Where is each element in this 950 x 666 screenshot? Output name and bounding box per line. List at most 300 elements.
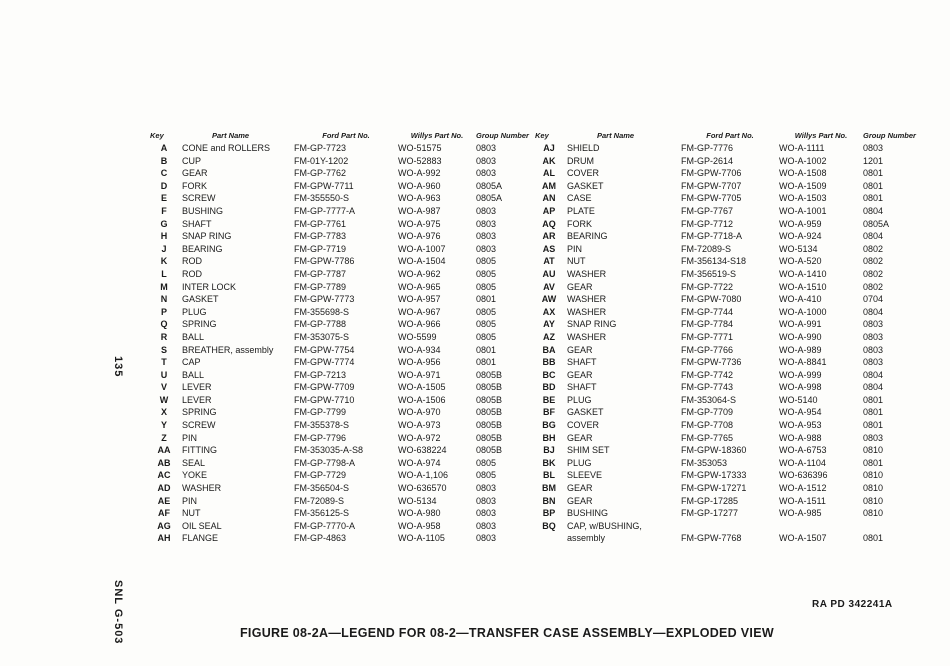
ford-part-no: FM-356134-S18 (681, 255, 779, 268)
part-key: N (160, 294, 168, 305)
part-name: INTER LOCK (182, 281, 294, 294)
willys-part-no: WO-A-990 (779, 331, 863, 344)
ford-part-no: FM-GPW-7754 (294, 344, 398, 357)
group-number: 0805B (476, 407, 503, 418)
group-number: 0803 (863, 432, 884, 443)
legend-rows-left (150, 142, 529, 545)
table-row (535, 406, 916, 419)
part-key: AM (542, 180, 556, 191)
part-key: S (160, 344, 167, 355)
group-number: 0803 (476, 205, 497, 216)
ford-part-no: FM-GP-7722 (681, 281, 779, 294)
group-number: 0805B (476, 369, 503, 380)
willys-part-no: WO-A-1512 (779, 482, 863, 495)
willys-part-no: WO-51575 (398, 142, 476, 155)
willys-part-no: WO-5599 (398, 331, 476, 344)
table-row (535, 394, 916, 407)
part-name: SCREW (182, 192, 294, 205)
part-key: AT (543, 256, 555, 267)
header-group: Group Number (863, 131, 916, 140)
willys-part-no: WO-A-1001 (779, 205, 863, 218)
ford-part-no: FM-GP-7787 (294, 268, 398, 281)
table-row (150, 331, 529, 344)
table-row (150, 381, 529, 394)
ford-part-no: FM-GP-7765 (681, 432, 779, 445)
willys-part-no: WO-A-1509 (779, 180, 863, 193)
part-key: AJ (543, 143, 555, 153)
ford-part-no: FM-GP-7776 (681, 142, 779, 155)
table-row (150, 306, 529, 319)
part-name: BALL (182, 369, 294, 382)
willys-part-no: WO-636570 (398, 482, 476, 495)
part-key: AZ (543, 331, 555, 342)
ford-part-no: FM-GP-7770-A (294, 520, 398, 533)
willys-part-no: WO-A-953 (779, 419, 863, 432)
header-willys: Willys Part No. (794, 131, 848, 140)
table-row (150, 318, 529, 331)
ford-part-no: FM-356125-S (294, 507, 398, 520)
group-number: 0805B (476, 445, 503, 456)
table-row (535, 268, 916, 281)
part-key: BK (542, 457, 556, 468)
willys-part-no: WO-5134 (398, 495, 476, 508)
table-row (535, 507, 916, 520)
willys-part-no: WO-A-956 (398, 356, 476, 369)
willys-part-no: WO-52883 (398, 155, 476, 168)
part-key: BF (543, 407, 555, 418)
group-number: 0801 (863, 407, 884, 418)
group-number: 0805 (476, 256, 497, 267)
group-number: 0801 (476, 344, 497, 355)
part-key (535, 532, 567, 545)
table-row (150, 469, 529, 482)
group-number (863, 520, 916, 533)
table-row (150, 532, 529, 545)
table-row (150, 243, 529, 256)
part-name: GASKET (182, 293, 294, 306)
willys-part-no: WO-A-989 (779, 344, 863, 357)
legend-table-right (535, 132, 916, 545)
ford-part-no: FM-GPW-17271 (681, 482, 779, 495)
part-name: GEAR (567, 281, 681, 294)
part-name: WASHER (182, 482, 294, 495)
willys-part-no: WO-A-1104 (779, 457, 863, 470)
part-name: GEAR (567, 495, 681, 508)
table-row (535, 205, 916, 218)
part-name: BALL (182, 331, 294, 344)
ford-part-no: FM-GPW-7773 (294, 293, 398, 306)
willys-part-no: WO-A-1105 (398, 532, 476, 545)
part-name: GASKET (567, 406, 681, 419)
table-row (535, 495, 916, 508)
group-number: 0803 (476, 483, 497, 494)
ford-part-no: FM-355698-S (294, 306, 398, 319)
table-row (150, 268, 529, 281)
willys-part-no: WO-5134 (779, 243, 863, 256)
part-name: GEAR (567, 432, 681, 445)
willys-part-no: WO-A-966 (398, 318, 476, 331)
header-row (535, 132, 916, 142)
part-name: CASE (567, 192, 681, 205)
ford-part-no: FM-GP-7766 (681, 344, 779, 357)
part-key: E (160, 193, 167, 204)
part-key: AS (542, 243, 556, 254)
group-number: 0810 (863, 445, 884, 456)
group-number: 0810 (863, 508, 884, 519)
group-number: 0803 (476, 231, 497, 242)
part-key: BH (542, 432, 556, 443)
ford-part-no: FM-GP-7708 (681, 419, 779, 432)
part-key: AP (542, 205, 556, 216)
group-number: 0803 (476, 243, 497, 254)
table-row (150, 167, 529, 180)
ford-part-no: FM-GPW-7786 (294, 255, 398, 268)
willys-part-no: WO-A-973 (398, 419, 476, 432)
ford-part-no: FM-GPW-7736 (681, 356, 779, 369)
part-key: J (161, 243, 167, 254)
part-key: BQ (542, 520, 556, 531)
part-key: BA (542, 344, 556, 355)
table-row (535, 520, 916, 533)
group-number: 0801 (863, 420, 884, 431)
willys-part-no: WO-A-971 (398, 369, 476, 382)
part-name: WASHER (567, 331, 681, 344)
part-key: BN (542, 495, 556, 506)
group-number: 0803 (863, 319, 884, 330)
part-name: FORK (182, 180, 294, 193)
willys-part-no: WO-A-962 (398, 268, 476, 281)
group-number: 0801 (863, 394, 884, 405)
group-number: 0803 (476, 495, 497, 506)
part-name: YOKE (182, 469, 294, 482)
group-number: 0804 (863, 382, 884, 393)
ford-part-no: FM-GP-7743 (681, 381, 779, 394)
part-name: SNAP RING (182, 230, 294, 243)
part-key: D (160, 180, 168, 191)
ford-part-no: FM-GP-7761 (294, 218, 398, 231)
part-key: Q (160, 319, 168, 330)
ford-part-no: FM-355378-S (294, 419, 398, 432)
willys-part-no: WO-A-970 (398, 406, 476, 419)
part-key: AG (157, 520, 171, 531)
part-name: COVER (567, 167, 681, 180)
part-key: T (161, 357, 167, 368)
willys-part-no: WO-A-974 (398, 457, 476, 470)
willys-part-no: WO-636396 (779, 469, 863, 482)
ford-part-no: FM-GP-7742 (681, 369, 779, 382)
group-number: 0805B (476, 382, 503, 393)
part-name: CAP (182, 356, 294, 369)
part-key: L (161, 268, 167, 279)
part-name: SHIELD (567, 142, 681, 155)
part-name: GASKET (567, 180, 681, 193)
part-key: Z (161, 432, 167, 443)
part-name: SPRING (182, 318, 294, 331)
table-row (535, 482, 916, 495)
page-number: 135 (112, 356, 124, 378)
part-key: AE (157, 495, 171, 506)
part-name: BUSHING (182, 205, 294, 218)
part-name: CONE and ROLLERS (182, 142, 294, 155)
willys-part-no: WO-A-976 (398, 230, 476, 243)
group-number: 0803 (863, 344, 884, 355)
group-number: 0805A (863, 218, 890, 229)
ford-part-no: FM-GPW-7705 (681, 192, 779, 205)
part-key: AB (157, 457, 171, 468)
ford-part-no: FM-353035-A-S8 (294, 444, 398, 457)
part-key: C (160, 168, 168, 179)
part-key: A (160, 143, 168, 153)
table-row (535, 218, 916, 231)
part-key: W (159, 394, 169, 405)
table-row (535, 381, 916, 394)
part-key: AQ (542, 218, 556, 229)
part-name: PLATE (567, 205, 681, 218)
part-name: NUT (567, 255, 681, 268)
header-group: Group Number (476, 131, 529, 140)
group-number: 0805B (476, 394, 503, 405)
ford-part-no: FM-GP-7798-A (294, 457, 398, 470)
part-key: BL (543, 470, 555, 481)
part-name: FORK (567, 218, 681, 231)
table-row (535, 532, 916, 545)
ford-part-no: FM-GPW-7706 (681, 167, 779, 180)
part-key: AL (543, 168, 555, 179)
part-name: SLEEVE (567, 469, 681, 482)
ford-part-no: FM-GP-17285 (681, 495, 779, 508)
willys-part-no: WO-638224 (398, 444, 476, 457)
part-name: NUT (182, 507, 294, 520)
willys-part-no: WO-A-8841 (779, 356, 863, 369)
ford-part-no: FM-GP-7762 (294, 167, 398, 180)
willys-part-no: WO-A-1511 (779, 495, 863, 508)
part-key: AR (542, 231, 556, 242)
part-name: PLUG (567, 394, 681, 407)
ford-part-no: FM-GP-7744 (681, 306, 779, 319)
part-name: FLANGE (182, 532, 294, 545)
ford-part-no: FM-01Y-1202 (294, 155, 398, 168)
willys-part-no: WO-A-958 (398, 520, 476, 533)
part-name: GEAR (567, 369, 681, 382)
table-row (150, 230, 529, 243)
willys-part-no: WO-5140 (779, 394, 863, 407)
header-part-name: Part Name (597, 131, 635, 140)
group-number: 0803 (863, 143, 884, 153)
part-key: AK (542, 155, 556, 166)
ford-part-no: FM-GP-7783 (294, 230, 398, 243)
part-key: AU (542, 268, 556, 279)
part-key: R (160, 331, 168, 342)
group-number: 0805 (476, 470, 497, 481)
table-row (535, 230, 916, 243)
table-row (150, 419, 529, 432)
group-number: 0805B (476, 432, 503, 443)
group-number: 0801 (863, 533, 884, 544)
ford-part-no: FM-GP-7799 (294, 406, 398, 419)
ford-part-no: FM-356504-S (294, 482, 398, 495)
group-number: 0801 (476, 357, 497, 368)
ford-part-no: FM-353064-S (681, 394, 779, 407)
part-name: SEAL (182, 457, 294, 470)
part-name: PLUG (567, 457, 681, 470)
table-row (535, 318, 916, 331)
reference-code: RA PD 342241A (812, 599, 893, 610)
willys-part-no: WO-A-991 (779, 318, 863, 331)
ford-part-no: FM-GPW-18360 (681, 444, 779, 457)
willys-part-no (779, 520, 863, 533)
part-name: GEAR (567, 344, 681, 357)
ford-part-no: FM-GP-7718-A (681, 230, 779, 243)
part-key: AY (543, 319, 555, 330)
willys-part-no: WO-A-1510 (779, 281, 863, 294)
willys-part-no: WO-A-959 (779, 218, 863, 231)
part-key: AH (157, 533, 171, 544)
ford-part-no: FM-353075-S (294, 331, 398, 344)
group-number: 0805A (476, 180, 503, 191)
willys-part-no: WO-A-1410 (779, 268, 863, 281)
part-key: AW (541, 294, 557, 305)
ford-part-no: FM-GP-7723 (294, 142, 398, 155)
willys-part-no: WO-A-934 (398, 344, 476, 357)
part-name: SHAFT (567, 356, 681, 369)
willys-part-no: WO-A-6753 (779, 444, 863, 457)
ford-part-no: FM-GPW-7711 (294, 180, 398, 193)
header-ford: Ford Part No. (322, 131, 370, 140)
table-row (535, 356, 916, 369)
table-row (535, 444, 916, 457)
willys-part-no: WO-A-957 (398, 293, 476, 306)
table-row (150, 432, 529, 445)
ford-part-no: FM-GPW-7080 (681, 293, 779, 306)
ford-part-no: FM-GP-7789 (294, 281, 398, 294)
willys-part-no: WO-A-975 (398, 218, 476, 231)
part-name: PLUG (182, 306, 294, 319)
part-key: P (160, 306, 167, 317)
part-key: B (160, 155, 168, 166)
group-number: 0805 (476, 457, 497, 468)
ford-part-no: FM-72089-S (294, 495, 398, 508)
willys-part-no: WO-A-1007 (398, 243, 476, 256)
table-row (535, 180, 916, 193)
part-name: SCREW (182, 419, 294, 432)
group-number: 0804 (863, 231, 884, 242)
group-number: 0801 (863, 168, 884, 179)
table-row (535, 469, 916, 482)
group-number: 0805 (476, 281, 497, 292)
ford-part-no: FM-GPW-7707 (681, 180, 779, 193)
ford-part-no: FM-GP-7771 (681, 331, 779, 344)
part-key: X (160, 407, 167, 418)
part-key: AA (157, 445, 171, 456)
ford-part-no: FM-GP-4863 (294, 532, 398, 545)
part-name: LEVER (182, 394, 294, 407)
part-name: COVER (567, 419, 681, 432)
table-row (150, 255, 529, 268)
group-number: 0810 (863, 495, 884, 506)
ford-part-no: FM-355550-S (294, 192, 398, 205)
part-key: AV (543, 281, 555, 292)
part-key: U (160, 369, 168, 380)
willys-part-no: WO-A-980 (398, 507, 476, 520)
group-number: 1201 (863, 155, 884, 166)
willys-part-no: WO-A-998 (779, 381, 863, 394)
table-row (535, 167, 916, 180)
willys-part-no: WO-A-1503 (779, 192, 863, 205)
group-number: 0804 (863, 369, 884, 380)
part-name: SPRING (182, 406, 294, 419)
willys-part-no: WO-A-410 (779, 293, 863, 306)
table-row (150, 344, 529, 357)
willys-part-no: WO-A-1505 (398, 381, 476, 394)
ford-part-no: FM-GP-7729 (294, 469, 398, 482)
part-key: V (160, 382, 167, 393)
willys-part-no: WO-A-1000 (779, 306, 863, 319)
table-row (150, 180, 529, 193)
group-number: 0801 (863, 457, 884, 468)
group-number: 0805A (476, 193, 503, 204)
willys-part-no: WO-A-1504 (398, 255, 476, 268)
willys-part-no: WO-A-1508 (779, 167, 863, 180)
table-row (535, 419, 916, 432)
group-number: 0805 (476, 306, 497, 317)
part-key: BC (542, 369, 556, 380)
part-key: F (161, 205, 167, 216)
figure-caption: FIGURE 08-2A—LEGEND FOR 08-2—TRANSFER CASE ASSEMBLY—EXPLODED VIEW (240, 626, 774, 640)
group-number: 0803 (476, 143, 497, 153)
part-key: BP (542, 508, 556, 519)
willys-part-no: WO-A-972 (398, 432, 476, 445)
group-number: 0802 (863, 268, 884, 279)
ford-part-no: FM-GP-7784 (681, 318, 779, 331)
group-number: 0802 (863, 243, 884, 254)
group-number: 0802 (863, 281, 884, 292)
table-row (150, 281, 529, 294)
table-row (150, 142, 529, 155)
ford-part-no: FM-GP-7712 (681, 218, 779, 231)
group-number: 0704 (863, 294, 884, 305)
ford-part-no: FM-GPW-7768 (681, 532, 779, 545)
table-row (535, 369, 916, 382)
part-name: BEARING (182, 243, 294, 256)
table-row (535, 155, 916, 168)
table-row (150, 444, 529, 457)
ford-part-no: FM-GP-7213 (294, 369, 398, 382)
table-row (535, 142, 916, 155)
group-number: 0803 (863, 331, 884, 342)
ford-part-no: FM-GP-17277 (681, 507, 779, 520)
group-number: 0810 (863, 483, 884, 494)
willys-part-no: WO-A-988 (779, 432, 863, 445)
part-key: BG (542, 420, 556, 431)
part-key: BJ (543, 445, 555, 456)
part-name: WASHER (567, 293, 681, 306)
ford-part-no: FM-72089-S (681, 243, 779, 256)
part-key: G (160, 218, 168, 229)
group-number: 0803 (476, 218, 497, 229)
legend-rows-right (535, 142, 916, 545)
header-willys: Willys Part No. (410, 131, 464, 140)
willys-part-no: WO-A-999 (779, 369, 863, 382)
part-name: FITTING (182, 444, 294, 457)
table-row (535, 255, 916, 268)
part-name: assembly (567, 532, 681, 545)
ford-part-no: FM-GPW-7709 (294, 381, 398, 394)
table-row (150, 192, 529, 205)
document-id: SNL G-503 (112, 580, 124, 645)
group-number: 0804 (863, 205, 884, 216)
part-name: PIN (567, 243, 681, 256)
part-name: WASHER (567, 268, 681, 281)
